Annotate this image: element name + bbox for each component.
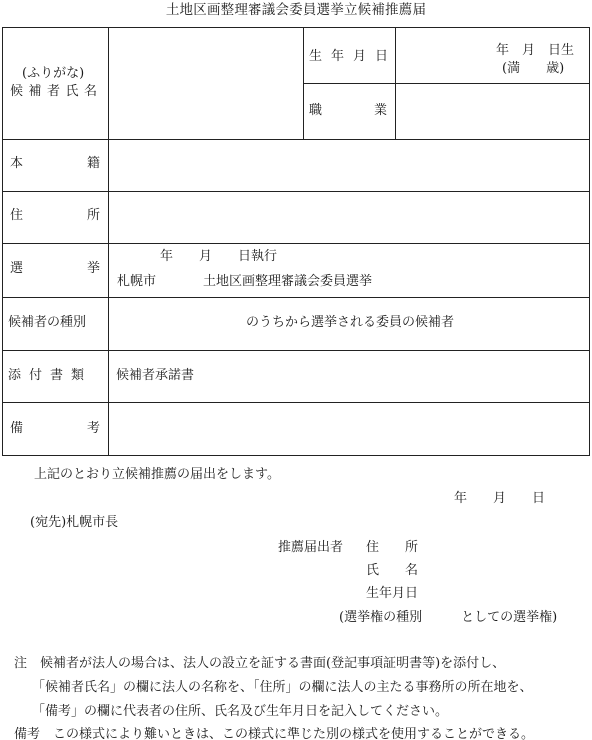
submitter-label: 推薦届出者 bbox=[278, 540, 344, 555]
occupation-label-char: 業 bbox=[373, 103, 387, 118]
divider bbox=[303, 83, 589, 84]
submitter-birth-label: 生年月日 bbox=[366, 586, 419, 601]
candidate-type-value: のうちから選挙される委員の候補者 bbox=[246, 315, 455, 330]
note-line-3: 「備考」の欄に代表者の住所、氏名及び生年月日を記入してください。 bbox=[32, 704, 449, 719]
divider bbox=[108, 28, 109, 455]
addressee: (宛先)札幌市長 bbox=[30, 515, 119, 530]
occupation-label-char: 職 bbox=[309, 103, 323, 118]
election-label: 選 挙 bbox=[10, 261, 100, 276]
occupation-label bbox=[309, 104, 387, 117]
honseki-label: 本 籍 bbox=[10, 156, 100, 171]
remarks-label: 備 考 bbox=[10, 421, 100, 436]
voter-type: (選挙権の種別 としての選挙権) bbox=[339, 610, 558, 625]
divider bbox=[3, 243, 589, 244]
candidate-name-label bbox=[10, 84, 103, 99]
divider bbox=[303, 28, 304, 139]
election-city: 札幌市 bbox=[117, 274, 157, 289]
divider bbox=[395, 28, 396, 139]
divider bbox=[3, 139, 589, 140]
divider bbox=[3, 350, 589, 351]
submitter-address-label: 住 所 bbox=[366, 540, 419, 555]
address-label: 住 所 bbox=[10, 208, 100, 223]
furigana-label: (ふりがな) bbox=[22, 66, 85, 81]
birth-date-label: 生年月日 bbox=[309, 49, 398, 64]
note-line-2: 「候補者氏名」の欄に法人の名称を、「住所」の欄に法人の主たる事務所の所在地を、 bbox=[32, 680, 533, 695]
declaration-text: 上記のとおり立候補推薦の届出をします。 bbox=[34, 467, 280, 482]
divider bbox=[3, 402, 589, 403]
form-title: 土地区画整理審議会委員選挙立候補推薦届 bbox=[165, 2, 427, 18]
age-value: (満 歳) bbox=[502, 61, 565, 76]
election-name: 土地区画整理審議会委員選挙 bbox=[203, 274, 373, 289]
submitter-name-label: 氏 名 bbox=[366, 563, 419, 578]
divider bbox=[3, 191, 589, 192]
divider bbox=[3, 297, 589, 298]
candidate-name-label-text: 候補者氏名 bbox=[10, 84, 103, 99]
election-date: 年 月 日執行 bbox=[160, 249, 278, 264]
submission-date: 年 月 日 bbox=[454, 491, 546, 506]
candidate-type-label: 候補者の種別 bbox=[8, 315, 87, 330]
note-line-1: 注 候補者が法人の場合は、法人の設立を証する書面(登記事項証明書等)を添付し、 bbox=[14, 656, 506, 671]
attachments-value: 候補者承諾書 bbox=[116, 368, 195, 383]
attachments-label: 添付書類 bbox=[8, 368, 93, 383]
remarks-note: 備考 この様式により難いときは、この様式に準じた別の様式を使用することができる。 bbox=[14, 727, 535, 740]
birth-date-value: 年 月 日生 bbox=[496, 43, 575, 58]
